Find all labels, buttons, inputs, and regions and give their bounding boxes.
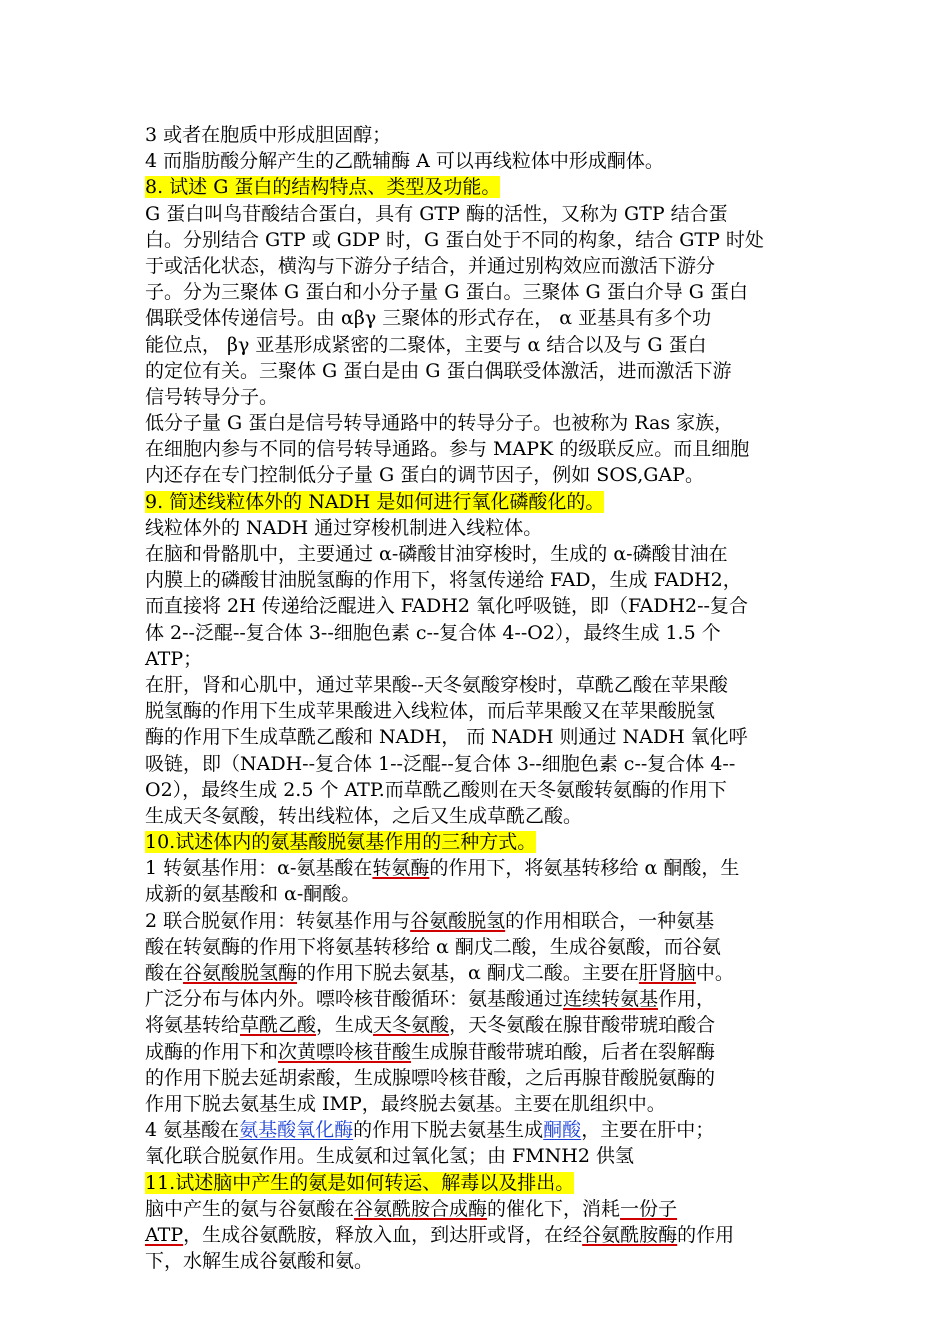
text-span: 3 或者在胞质中形成胆固醇； <box>145 124 392 146</box>
text-span: 子。分为三聚体 G 蛋白和小分子量 G 蛋白。三聚体 G 蛋白介导 G 蛋白 <box>145 281 749 304</box>
text-line <box>145 1117 817 1143</box>
text-line <box>145 829 817 855</box>
text-span: 白。分别结合 GTP 或 GDP 时，G 蛋白处于不同的构象，结合 GTP 时处 <box>145 228 764 251</box>
highlighted-heading: 8. 试述 G 蛋白的结构特点、类型及功能。 <box>145 176 501 199</box>
text-span: 生成腺苷酸带琥珀酸，后者在裂解酶 <box>411 1040 716 1063</box>
text-line <box>145 1222 817 1248</box>
text-span: ，主要在肝中； <box>581 1119 715 1142</box>
text-line <box>145 1196 817 1222</box>
highlighted-heading: 9. 简述线粒体外的 NADH 是如何进行氧化磷酸化的。 <box>145 490 605 513</box>
text-line <box>145 934 817 960</box>
highlighted-heading: 11.试述脑中产生的氨是如何转运、解毒以及排出。 <box>145 1171 575 1194</box>
text-line <box>145 122 817 148</box>
text-line <box>145 567 817 593</box>
text-line <box>145 960 817 986</box>
text-span: 内还存在专门控制低分子量 G 蛋白的调节因子，例如 SOS,GAP。 <box>145 464 704 487</box>
text-span: 的作用下，将氨基转移给 α 酮酸，生 <box>429 857 740 880</box>
text-line <box>145 698 817 724</box>
underlined-term: ATP <box>145 1223 184 1246</box>
text-span: 成新的氨基酸和 α-酮酸。 <box>145 883 361 906</box>
text-span: 4 而脂肪酸分解产生的乙酰辅酶 A 可以再线粒体中形成酮体。 <box>145 150 664 173</box>
text-line <box>145 227 817 253</box>
text-span: 生成天冬氨酸，转出线粒体，之后又生成草酰乙酸。 <box>145 804 583 827</box>
text-span: 内膜上的磷酸甘油脱氢酶的作用下，将氢传递给 FAD，生成 FADH2， <box>145 569 742 592</box>
text-span: 广泛分布与体内外。嘌呤核苷酸循环：氨基酸通过 <box>145 988 564 1011</box>
text-span: 氧化联合脱氨作用。生成氨和过氧化氢；由 FMNH2 供氢 <box>145 1145 635 1168</box>
text-line <box>145 1039 817 1065</box>
text-line <box>145 384 817 410</box>
underlined-term: 连续转氨基 <box>563 988 659 1011</box>
text-span: 的作用下脱去氨基，α 酮戊二酸。主要在 <box>297 962 639 984</box>
text-line <box>145 436 817 462</box>
text-span: 脱氢酶的作用下生成苹果酸进入线粒体，而后苹果酸又在苹果酸脱氢 <box>145 700 716 723</box>
text-line <box>145 1012 817 1038</box>
text-span: 体 2--泛醌--复合体 3--细胞色素 c--复合体 4--O2），最终生成 1.5 个 <box>145 621 721 644</box>
underlined-term: 谷氨酰胺酶 <box>582 1223 678 1246</box>
text-line <box>145 751 817 777</box>
text-line <box>145 908 817 934</box>
text-span: 能位点， βγ 亚基形成紧密的二聚体，主要与 α 结合以及与 G 蛋白 <box>145 333 707 356</box>
text-span: 的催化下，消耗 <box>487 1197 621 1220</box>
text-span: ，生成谷氨酰胺，释放入血，到达肝或肾，在经 <box>183 1223 583 1246</box>
document-body <box>145 122 817 1274</box>
text-span: 将氨基转给 <box>145 1014 241 1037</box>
text-span: 脑中产生的氨与谷氨酸在 <box>145 1197 355 1220</box>
text-line <box>145 515 817 541</box>
text-span: 4 氨基酸在 <box>145 1119 240 1142</box>
text-line <box>145 620 817 646</box>
text-line <box>145 305 817 331</box>
text-line <box>145 593 817 619</box>
underlined-term: 谷氨酸脱氢酶 <box>183 962 298 984</box>
text-span: 低分子量 G 蛋白是信号转导通路中的转导分子。也被称为 Ras 家族， <box>145 412 734 435</box>
text-span: 2 联合脱氨作用：转氨基作用与 <box>145 909 411 932</box>
text-line <box>145 332 817 358</box>
text-line <box>145 489 817 515</box>
text-span: 于或活化状态，横沟与下游分子结合，并通过别构效应而激活下游分 <box>145 254 716 277</box>
text-span: ATP； <box>145 647 203 670</box>
text-line <box>145 986 817 1012</box>
text-line <box>145 1248 817 1274</box>
underlined-term: 一份子 <box>620 1197 678 1220</box>
underlined-term: 肝肾脑 <box>638 962 696 984</box>
underlined-term: 转氨酶 <box>372 857 430 880</box>
text-line <box>145 148 817 174</box>
highlighted-heading: 10.试述体内的氨基酸脱氨基作用的三种方式。 <box>145 831 537 854</box>
text-line <box>145 1143 817 1169</box>
text-line <box>145 253 817 279</box>
text-span: 在肝，肾和心肌中，通过苹果酸--天冬氨酸穿梭时，草酰乙酸在苹果酸 <box>145 673 728 696</box>
text-span: 作用下脱去氨基生成 IMP，最终脱去氨基。主要在肌组织中。 <box>145 1092 666 1115</box>
underlined-term: 草酰乙酸 <box>240 1014 317 1037</box>
text-span: 在脑和骨骼肌中，主要通过 α-磷酸甘油穿梭时，生成的 α-磷酸甘油在 <box>145 543 728 565</box>
text-line <box>145 803 817 829</box>
text-span: 而直接将 2H 传递给泛醌进入 FADH2 氧化呼吸链，即（FADH2--复合 <box>145 595 748 618</box>
text-span: 中。 <box>695 962 734 984</box>
text-line <box>145 777 817 803</box>
underlined-term: 谷氨酸脱氢 <box>410 909 506 932</box>
text-line <box>145 855 817 881</box>
text-span: 偶联受体传递信号。由 αβγ 三聚体的形式存在， α 亚基具有多个功 <box>145 307 712 330</box>
hyperlink-term[interactable]: 酮酸 <box>543 1119 582 1142</box>
text-span: 下，水解生成谷氨酸和氨。 <box>145 1250 374 1273</box>
text-line <box>145 724 817 750</box>
text-span: ，生成 <box>316 1014 374 1037</box>
text-span: ，天冬氨酸在腺苷酸带琥珀酸合 <box>449 1014 716 1037</box>
text-line <box>145 279 817 305</box>
text-line <box>145 174 817 200</box>
text-line <box>145 881 817 907</box>
text-span: 的定位有关。三聚体 G 蛋白是由 G 蛋白偶联受体激活，进而激活下游 <box>145 359 732 382</box>
text-span: O2），最终生成 2.5 个 ATP.而草酰乙酸则在天冬氨酸转氨酶的作用下 <box>145 778 727 801</box>
text-line <box>145 1091 817 1117</box>
text-line <box>145 201 817 227</box>
text-span: 的作用下脱去延胡索酸，生成腺嘌呤核苷酸，之后再腺苷酸脱氨酶的 <box>145 1066 716 1089</box>
text-line <box>145 541 817 567</box>
text-span: 吸链，即（NADH--复合体 1--泛醌--复合体 3--细胞色素 c--复合体 4-- <box>145 752 736 775</box>
text-span: 信号转导分子。 <box>145 385 279 408</box>
text-span: 酸在 <box>145 962 184 984</box>
text-line <box>145 410 817 436</box>
text-line <box>145 672 817 698</box>
hyperlink-term[interactable]: 氨基酸氧化酶 <box>239 1119 354 1142</box>
underlined-term: 天冬氨酸 <box>373 1014 450 1037</box>
text-span: 作用， <box>658 988 716 1011</box>
text-span: 的作用 <box>677 1223 735 1246</box>
text-span: 1 转氨基作用：α-氨基酸在 <box>145 857 373 880</box>
text-span: 成酶的作用下和 <box>145 1040 279 1063</box>
text-line <box>145 358 817 384</box>
text-span: 的作用相联合，一种氨基 <box>505 909 715 932</box>
text-span: 酸在转氨酶的作用下将氨基转移给 α 酮戊二酸，生成谷氨酸，而谷氨 <box>145 935 721 958</box>
text-line <box>145 1065 817 1091</box>
text-line <box>145 646 817 672</box>
text-line <box>145 462 817 488</box>
underlined-term: 次黄嘌呤核苷酸 <box>278 1040 412 1063</box>
text-span: 线粒体外的 NADH 通过穿梭机制进入线粒体。 <box>145 516 543 539</box>
text-span: G 蛋白叫鸟苷酸结合蛋白，具有 GTP 酶的活性，又称为 GTP 结合蛋 <box>145 202 728 225</box>
text-line <box>145 1170 817 1196</box>
underlined-term: 谷氨酰胺合成酶 <box>354 1197 488 1220</box>
text-span: 在细胞内参与不同的信号转导通路。参与 MAPK 的级联反应。而且细胞 <box>145 438 750 461</box>
text-span: 的作用下脱去氨基生成 <box>353 1119 544 1142</box>
text-span: 酶的作用下生成草酰乙酸和 NADH， 而 NADH 则通过 NADH 氧化呼 <box>145 726 748 749</box>
